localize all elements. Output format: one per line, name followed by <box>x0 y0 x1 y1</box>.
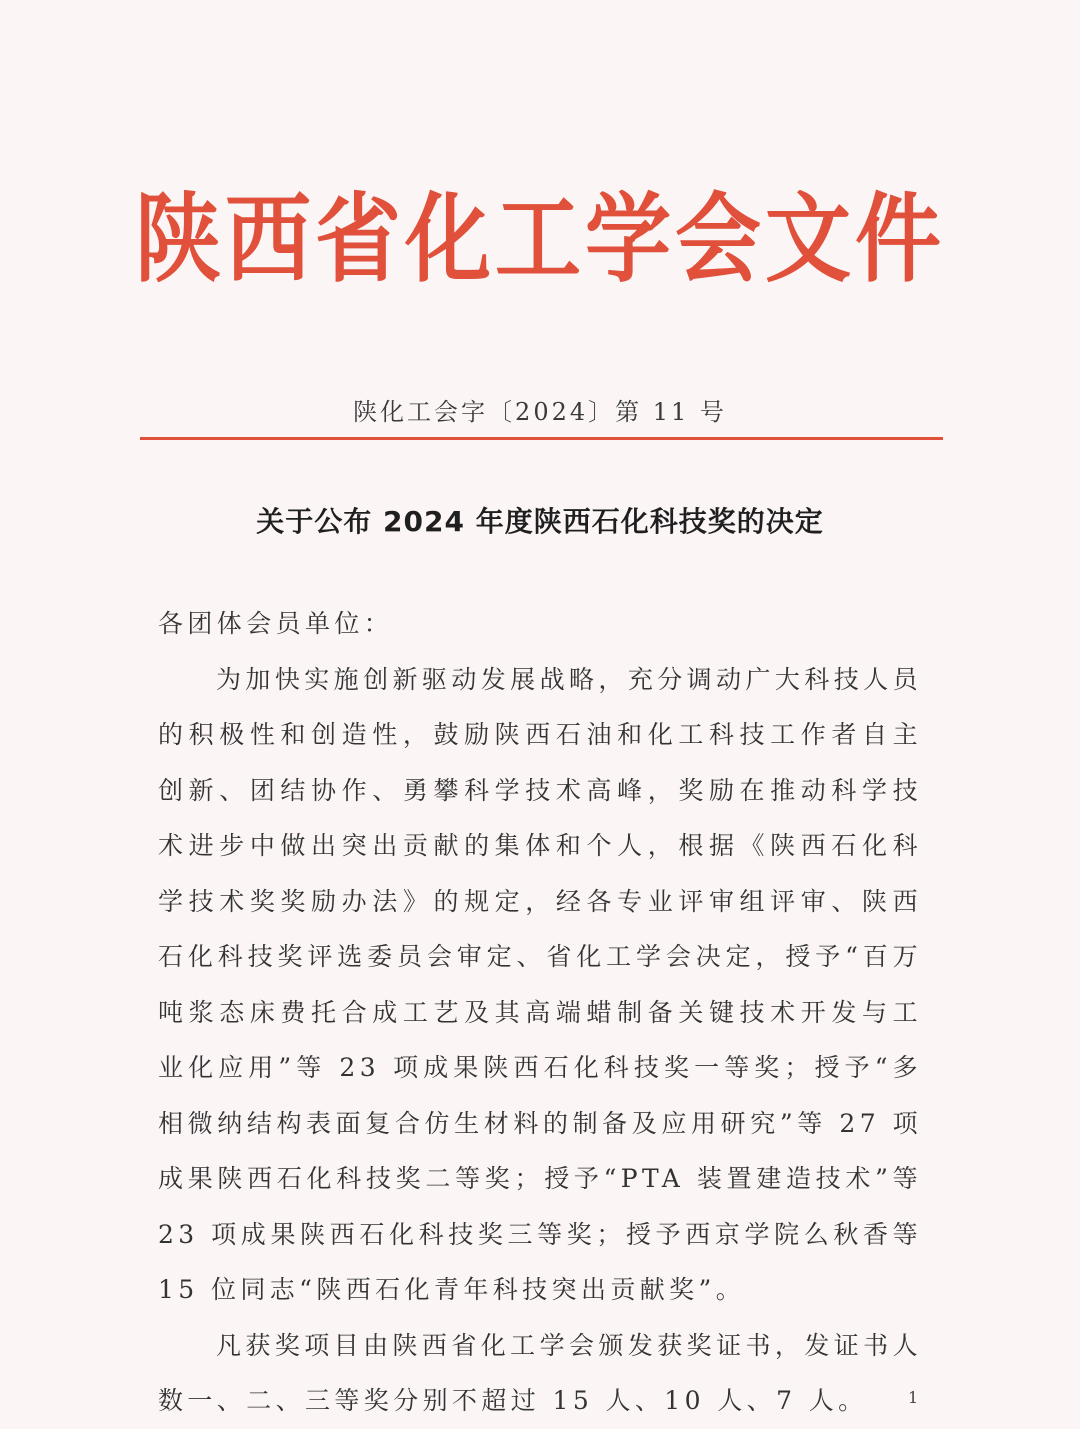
body-paragraph-1: 为加快实施创新驱动发展战略，充分调动广大科技人员的积极性和创造性，鼓励陕西石油和化工科技工作者自主创新、团结协作、勇攀科学技术高峰，奖励在推动科学技术进步中做出突出贡献的集体和个人，根据《陕西石化科学技术奖奖励办法》的规定，经各专业评审组评审、陕西石化科技奖评选委员会审定、省化工学会决定，授予“百万吨浆态床费托合成工艺及其高端蜡制备关键技术开发与工业化应用”等 23 项成果陕西石化科技奖一等奖；授予“多相微纳结构表面复合仿生材料的制备及应用研究”等 27 项成果陕西石化科技奖二等奖；授予“PTA 装置建造技术”等 23 项成果陕西石化科技奖三等奖；授予西京学院么秋香等 15 位同志“陕西石化青年科技突出贡献奖”。 <box>158 664 922 1304</box>
document-title: 关于公布 2024 年度陕西石化科技奖的决定 <box>256 505 824 538</box>
document-body <box>158 596 922 1429</box>
page-number: 1 <box>908 1388 919 1407</box>
document-masthead: 陕西省化工学会文件 <box>135 184 945 296</box>
document-number: 陕化工会字〔2024〕第 11 号 <box>353 398 727 426</box>
red-divider-line <box>140 437 943 440</box>
salutation: 各团体会员单位： <box>158 609 394 638</box>
body-paragraph-2: 凡获奖项目由陕西省化工学会颁发获奖证书，发证书人数一、二、三等奖分别不超过 15 人、10 人、7 人。 <box>158 1330 922 1415</box>
